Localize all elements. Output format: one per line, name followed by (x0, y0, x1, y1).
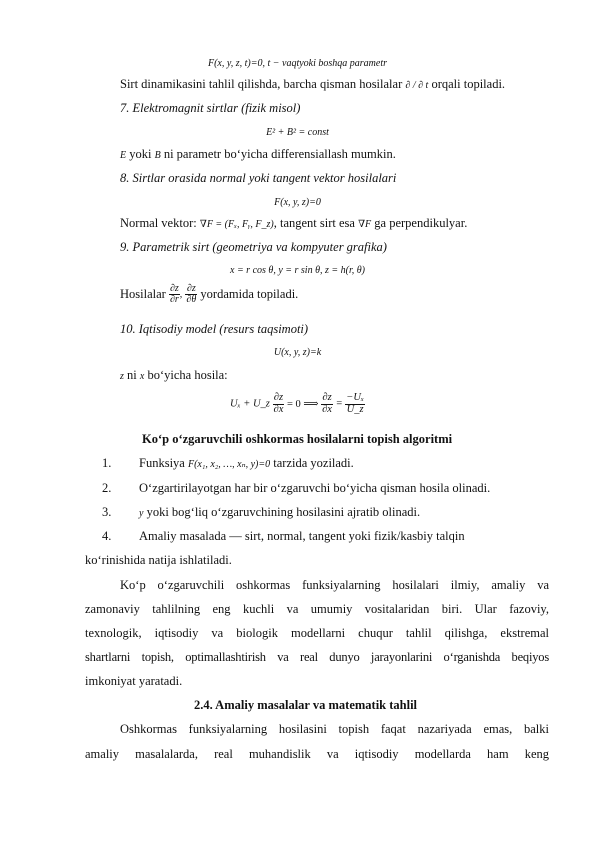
denominator: U_z (346, 403, 364, 415)
equation-parametric: x = r cos θ, y = r sin θ, z = h(r, θ) (230, 265, 365, 276)
para1-line-2: zamonaviy tahlilning eng kuchli va umumiy vositalaridan biri. Ular fazoviy, (85, 602, 549, 616)
equation-utility: U(x, y, z)=k (273, 347, 322, 358)
text: Hosilalar (120, 287, 166, 301)
step-3 (102, 505, 420, 520)
step-1 (102, 456, 354, 471)
denominator: ∂r (169, 294, 179, 305)
text: tarzida yoziladi. (273, 456, 354, 470)
fraction-ux-uz (345, 393, 365, 415)
paragraph-z-derivative (120, 368, 228, 383)
text: ni parametr bo‘yicha differensiallash mumkin. (163, 147, 396, 161)
equation-time-parameter (0, 58, 595, 69)
inline-math: ∇F = (Fₓ, Fᵧ, F_z) (199, 219, 274, 230)
text: bo‘yicha hosila: (147, 368, 228, 382)
fraction-dz-dx-2 (321, 393, 333, 415)
step-number: 3. (102, 505, 112, 519)
lhs: Uₓ + U_z (230, 398, 270, 410)
denominator: ∂x (322, 403, 332, 415)
para1-line-4: shartlarni topish, optimallashtirish va real dunyo jarayonlarini o‘rganishda beqiyos (85, 650, 549, 664)
equation-implicit-derivative (0, 393, 595, 415)
comma: , (179, 289, 183, 300)
para1-line-5: imkoniyat yaratadi. (85, 674, 183, 688)
section-title: 2.4. Amaliy masalalar va matematik tahlil (194, 698, 418, 712)
equation-text: F(x, y, z, t)=0, t − vaqtyoki boshqa parametr (207, 58, 388, 69)
text: Amaliy masalada — sirt, normal, tangent yoki fizik/kasbiy talqin (139, 529, 465, 543)
text: yoki bog‘liq o‘zgaruvchining hosilasini ajratib olinadi. (146, 505, 421, 519)
inline-math: ∂ / ∂ t (405, 80, 429, 91)
equation-em: E² + B² = const (266, 127, 329, 138)
heading-7: 7. Elektromagnit sirtlar (fizik misol) (120, 101, 301, 115)
fraction-dz-dtheta (185, 284, 197, 305)
fraction-dz-dr (169, 284, 180, 305)
text: orqali topiladi. (431, 77, 506, 91)
equation-implicit: F(x, y, z)=0 (274, 197, 321, 208)
numerator: ∂z (169, 283, 179, 294)
inline-math: E (120, 150, 127, 161)
step-number: 4. (102, 529, 112, 543)
paragraph-normal (120, 216, 467, 231)
text: ni (127, 368, 137, 382)
para2-line-2: amaliy masalalarda, real muhandislik va iqtisodiy modellarda ham keng (85, 747, 549, 761)
heading-10: 10. Iqtisodiy model (resurs taqsimoti) (120, 322, 309, 336)
step-number: 2. (102, 481, 112, 495)
text: Sirt dinamikasini tahlil qilishda, barcha qisman hosilalar (120, 77, 403, 91)
heading-8: 8. Sirtlar orasida normal yoki tangent vektor hosilalari (120, 171, 397, 185)
inline-math: x (139, 371, 145, 382)
denominator: ∂θ (186, 294, 197, 305)
paragraph-dynamics (120, 77, 505, 92)
text: Normal vektor: (120, 216, 197, 230)
step-4 (102, 529, 465, 544)
equals: = (335, 398, 343, 410)
fraction-dz-dx (273, 393, 285, 415)
paragraph-derivatives (120, 284, 298, 305)
text: , tangent sirt esa (273, 216, 355, 230)
numerator: ∂z (186, 283, 196, 294)
text: O‘zgartirilayotgan har bir o‘zgaruvchi bo‘yicha qisman hosila olinadi. (139, 481, 491, 495)
inline-math: y (139, 508, 144, 519)
inline-math: z (120, 371, 124, 382)
inline-math: F(x₁, x₂, …, xₙ, y)=0 (187, 459, 271, 470)
text: yordamida topiladi. (200, 287, 299, 301)
denominator: ∂x (273, 403, 284, 415)
para2-line-1: Oshkormas funksiyalarning hosilasini topish faqat nazariyada emas, balki (120, 722, 549, 736)
step-4-continued: ko‘rinishida natija ishlatiladi. (85, 553, 232, 567)
heading-9: 9. Parametrik sirt (geometriya va kompyuter grafika) (120, 240, 387, 254)
paragraph-em (120, 147, 396, 162)
step-number: 1. (102, 456, 112, 470)
implies: = 0 ⟹ (286, 399, 319, 410)
algorithm-title: Ko‘p o‘zgaruvchili oshkormas hosilalarni topish algoritmi (142, 432, 453, 446)
text: yoki (129, 147, 152, 161)
numerator: −Uₓ (346, 392, 364, 403)
text: Funksiya (139, 456, 185, 470)
para1-line-3: texnologik, iqtisodiy va biologik modellarni chuqur tahlil qilishga, ekstremal (85, 626, 549, 640)
inline-math: ∇F (358, 219, 372, 230)
text: ga perpendikulyar. (374, 216, 468, 230)
para1-line-1: Ko‘p o‘zgaruvchili oshkormas funksiyalarning hosilalari ilmiy, amaliy va (120, 578, 549, 592)
numerator: ∂z (273, 392, 284, 403)
inline-math: B (154, 150, 161, 161)
step-2 (102, 481, 490, 496)
numerator: ∂z (322, 392, 332, 403)
